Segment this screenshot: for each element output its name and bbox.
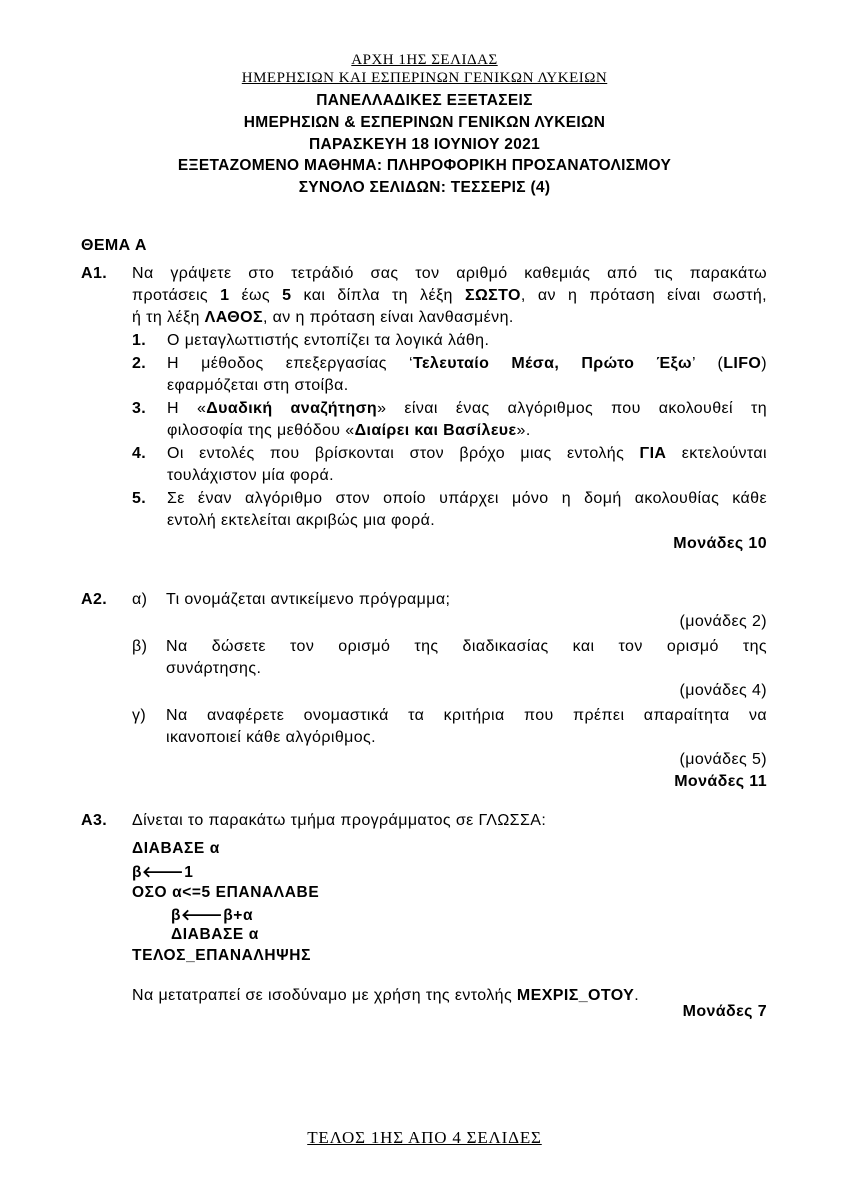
a2-part-a-label: α)	[132, 591, 148, 608]
a3-task: Να μετατραπεί σε ισοδύναμο με χρήση της εντολής ΜΕΧΡΙΣ_ΟΤΟΥ.	[132, 987, 640, 1004]
a1-item-text: Η μέθοδος επεξεργασίας ‘Τελευταίο Μέσα, Πρώτο Έξω’ (LIFO)	[167, 355, 767, 372]
page-top-label: ΑΡΧΗ 1ΗΣ ΣΕΛΙΔΑΣ	[351, 52, 498, 68]
code-line: ΔΙΑΒΑΣΕ α	[132, 840, 220, 857]
a1-item-text-cont: εντολή εκτελείται ακριβώς μια φορά.	[167, 512, 436, 529]
exams-title: ΠΑΝΕΛΛΑΔΙΚΕΣ ΕΞΕΤΑΣΕΙΣ	[316, 92, 533, 109]
a2-part-c-marks: (μονάδες 5)	[679, 751, 767, 768]
code-line: β🡐1	[132, 864, 194, 881]
a2-part-b-text: Να δώσετε τον ορισμό της διαδικασίας και τον ορισμό της	[166, 638, 767, 655]
a2-part-c-text-cont: ικανοποιεί κάθε αλγόριθμος.	[166, 729, 376, 746]
a1-item-text: Σε έναν αλγόριθμο στον οποίο υπάρχει μόνο η δομή ακολουθίας κάθε	[167, 490, 767, 507]
a1-item-text-cont: φιλοσοφία της μεθόδου «Διαίρει και Βασίλευε».	[167, 422, 531, 439]
a1-item-text: Ο μεταγλωττιστής εντοπίζει τα λογικά λάθη.	[167, 332, 490, 349]
a1-item-number: 3.	[132, 400, 147, 417]
a1-item-number: 1.	[132, 332, 147, 349]
a2-part-b-marks: (μονάδες 4)	[679, 682, 767, 699]
code-line: ΟΣΟ α<=5 ΕΠΑΝΑΛΑΒΕ	[132, 884, 320, 901]
a1-intro-line-2: προτάσεις 1 έως 5 και δίπλα τη λέξη ΣΩΣΤΟ, αν η πρόταση είναι σωστή,	[132, 287, 768, 304]
page-footer: ΤΕΛΟΣ 1ΗΣ ΑΠΟ 4 ΣΕΛΙΔΕΣ	[307, 1128, 542, 1147]
code-line: ΤΕΛΟΣ_ΕΠΑΝΑΛΗΨΗΣ	[132, 947, 311, 964]
exam-subject: ΕΞΕΤΑΖΟΜΕΝΟ ΜΑΘΗΜΑ: ΠΛΗΡΟΦΟΡΙΚΗ ΠΡΟΣΑΝΑΤΟΛΙΣΜΟΥ	[177, 157, 672, 174]
total-pages: ΣΥΝΟΛΟ ΣΕΛΙΔΩΝ: ΤΕΣΣΕΡΙΣ (4)	[298, 179, 551, 196]
a1-item-number: 2.	[132, 355, 147, 372]
schools-title: ΗΜΕΡΗΣΙΩΝ & ΕΣΠΕΡΙΝΩΝ ΓΕΝΙΚΩΝ ΛΥΚΕΙΩΝ	[243, 114, 606, 131]
a2-part-c-label: γ)	[132, 707, 147, 724]
a2-part-b-text-cont: συνάρτησης.	[166, 660, 262, 677]
a2-part-a-marks: (μονάδες 2)	[679, 613, 767, 630]
a1-intro-line-3: ή τη λέξη ΛΑΘΟΣ, αν η πρόταση είναι λανθασμένη.	[132, 309, 514, 326]
a1-item-text: Η «Δυαδική αναζήτηση» είναι ένας αλγόριθμος που ακολουθεί τη	[167, 400, 767, 417]
a2-marks: Μονάδες 11	[674, 773, 767, 790]
question-a1-label: Α1.	[81, 265, 108, 282]
a2-part-b-label: β)	[132, 638, 148, 655]
a1-item-text-cont: τουλάχιστον μία φορά.	[167, 467, 334, 484]
a1-marks: Μονάδες 10	[673, 535, 767, 552]
question-a3-label: Α3.	[81, 812, 108, 829]
a2-part-a-text: Τι ονομάζεται αντικείμενο πρόγραμμα;	[166, 591, 451, 608]
code-line: β🡐β+α	[171, 907, 254, 924]
a1-intro-line-1: Να γράψετε στο τετράδιό σας τον αριθμό καθεμιάς από τις παρακάτω	[132, 265, 767, 282]
a1-item-number: 5.	[132, 490, 147, 507]
theme-title: ΘΕΜΑ Α	[81, 237, 147, 254]
question-a2-label: Α2.	[81, 591, 108, 608]
code-line: ΔΙΑΒΑΣΕ α	[171, 926, 259, 943]
a1-item-number: 4.	[132, 445, 147, 462]
exam-date: ΠΑΡΑΣΚΕΥΗ 18 ΙΟΥΝΙΟΥ 2021	[308, 136, 540, 153]
school-type-label: ΗΜΕΡΗΣΙΩΝ ΚΑΙ ΕΣΠΕΡΙΝΩΝ ΓΕΝΙΚΩΝ ΛΥΚΕΙΩΝ	[241, 70, 608, 86]
a3-intro: Δίνεται το παρακάτω τμήμα προγράμματος σε ΓΛΩΣΣΑ:	[132, 812, 547, 829]
a1-item-text-cont: εφαρμόζεται στη στοίβα.	[167, 377, 349, 394]
a3-marks: Μονάδες 7	[682, 1003, 767, 1020]
a2-part-c-text: Να αναφέρετε ονομαστικά τα κριτήρια που πρέπει απαραίτητα να	[166, 707, 767, 724]
a1-item-text: Οι εντολές που βρίσκονται στον βρόχο μιας εντολής ΓΙΑ εκτελούνται	[167, 445, 767, 462]
